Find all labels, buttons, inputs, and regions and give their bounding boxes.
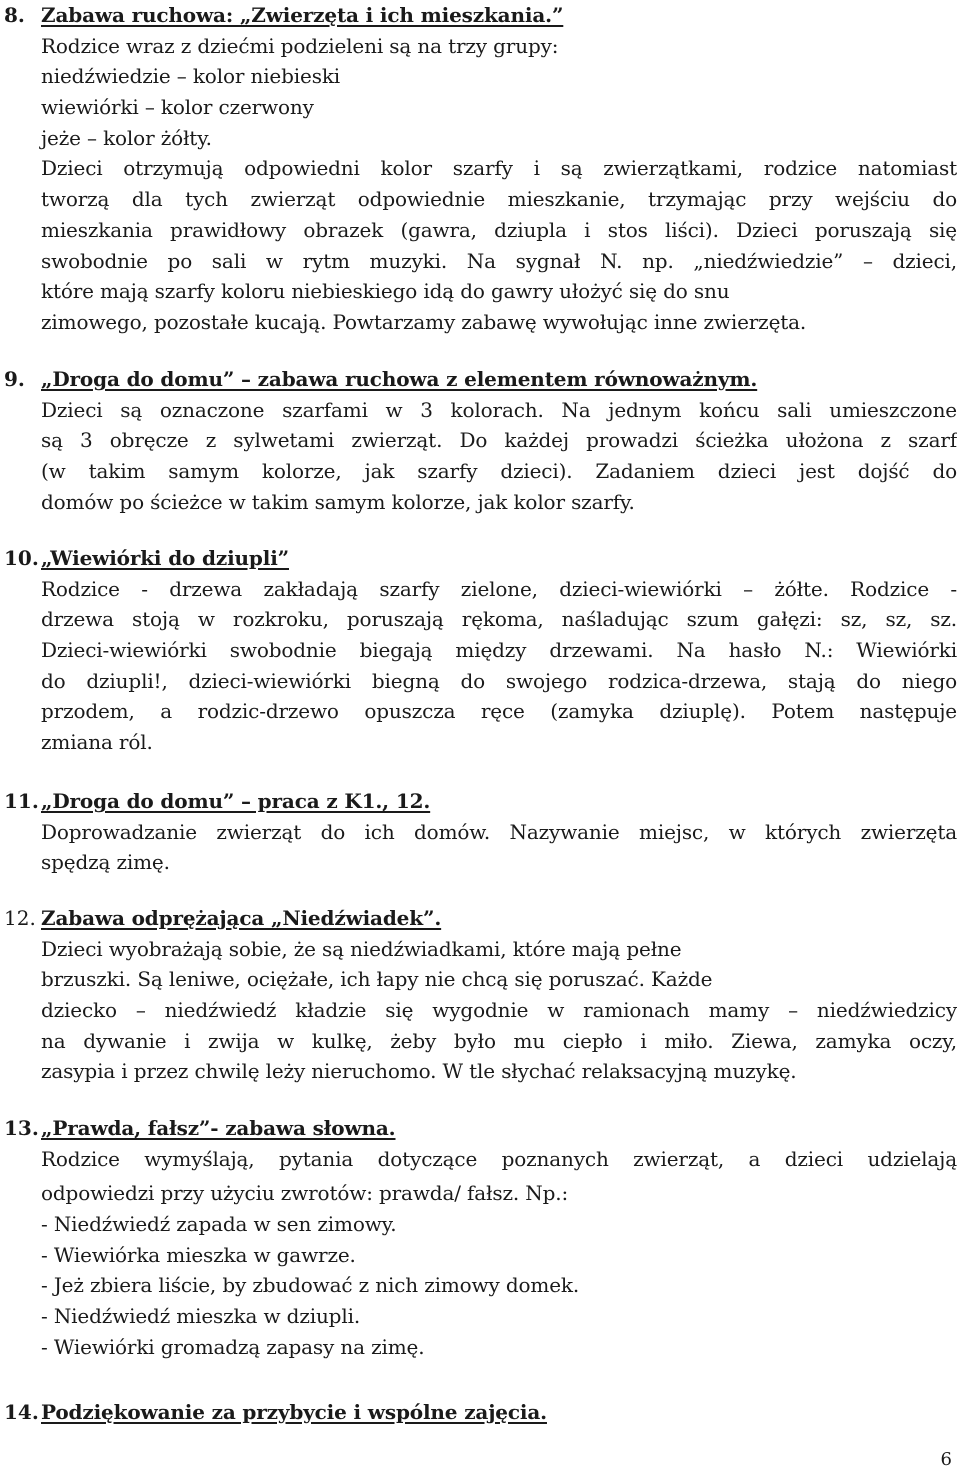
section-number: 10. [4, 546, 39, 570]
text-line: Rodzice wymyślają, pytania dotyczące poznanych zwierząt, a dzieci udzielają [41, 1146, 957, 1171]
text-line: (w takim samym kolorze, jak szarfy dzieci). Zadaniem dzieci jest dojść do [41, 459, 957, 484]
text-line: są 3 obręcze z sylwetami zwierząt. Do każdej prowadzi ścieżka ułożona z szarf [41, 428, 957, 453]
text-line: Rodzice wraz z dziećmi podzieleni są na trzy grupy: [41, 33, 559, 58]
section-number: 13. [4, 1116, 39, 1140]
text-line: brzuszki. Są leniwe, ociężałe, ich łapy nie chcą się poruszać. Każde [41, 967, 713, 992]
section-number: 8. [4, 3, 25, 27]
text-line: Dzieci są oznaczone szarfami w 3 kolorach. Na jednym końcu sali umieszczone [41, 397, 957, 422]
text-line: - Wiewiórka mieszka w gawrze. [41, 1242, 356, 1267]
section-number: 11. [4, 789, 39, 813]
text-line: mieszkania prawidłowy obrazek (gawra, dziupla i stos liści). Dzieci poruszają się [41, 217, 957, 242]
text-line: - Wiewiórki gromadzą zapasy na zimę. [41, 1334, 425, 1359]
section-title: Zabawa odprężająca „Niedźwiadek”. [41, 906, 442, 930]
section-title: Podziękowanie za przybycie i wspólne zajęcia. [41, 1400, 547, 1424]
text-line: na dywanie i zwija w kulkę, żeby było mu ciepło i miło. Ziewa, zamyka oczy, [41, 1028, 957, 1053]
text-line: zimowego, pozostałe kucają. Powtarzamy zabawę wywołując inne zwierzęta. [41, 309, 807, 334]
text-line: niedźwiedzie – kolor niebieski [41, 64, 341, 89]
section-title: „Wiewiórki do dziupli” [41, 546, 289, 570]
text-line: odpowiedzi przy użyciu zwrotów: prawda/ fałsz. Np.: [41, 1181, 569, 1206]
text-line: jeże – kolor żółty. [41, 125, 212, 150]
section-number: 12. [4, 906, 36, 930]
text-line: dziecko – niedźwiedź kładzie się wygodnie w ramionach mamy – niedźwiedzicy [41, 998, 957, 1023]
text-line: spędzą zimę. [41, 850, 170, 875]
text-line: zmiana ról. [41, 730, 153, 755]
text-line: swobodnie po sali w rytm muzyki. Na sygnał N. np. „niedźwiedzie” – dzieci, [41, 248, 957, 273]
text-line: - Niedźwiedź zapada w sen zimowy. [41, 1212, 397, 1237]
text-line: domów po ścieżce w takim samym kolorze, jak kolor szarfy. [41, 489, 635, 514]
text-line: tworzą dla tych zwierząt odpowiednie mieszkanie, trzymając przy wejściu do [41, 187, 957, 212]
section-title: „Droga do domu” – praca z K1., 12. [41, 789, 431, 813]
section-number: 9. [4, 367, 25, 391]
text-line: do dziupli!, dzieci-wiewiórki biegną do swojego rodzica-drzewa, stają do niego [41, 668, 957, 693]
section-number: 14. [4, 1400, 39, 1424]
text-line: które mają szarfy koloru niebieskiego idą do gawry ułożyć się do snu [41, 279, 730, 304]
text-line: - Niedźwiedź mieszka w dziupli. [41, 1304, 361, 1329]
text-line: Doprowadzanie zwierząt do ich domów. Nazywanie miejsc, w których zwierzęta [41, 819, 957, 844]
section-title: „Droga do domu” – zabawa ruchowa z elementem równoważnym. [41, 367, 758, 391]
section-title: „Prawda, fałsz”- zabawa słowna. [41, 1116, 396, 1140]
text-line: Dzieci otrzymują odpowiedni kolor szarfy i są zwierzątkami, rodzice natomiast [41, 156, 957, 181]
section-title: Zabawa ruchowa: „Zwierzęta i ich mieszkania.” [41, 3, 564, 27]
text-line: Dzieci-wiewiórki swobodnie biegają między drzewami. Na hasło N.: Wiewiórki [41, 638, 957, 663]
text-line: zasypia i przez chwilę leży nieruchomo. W tle słychać relaksacyjną muzykę. [41, 1059, 797, 1084]
text-line: przodem, a rodzic-drzewo opuszcza ręce (zamyka dziuplę). Potem następuje [41, 699, 957, 724]
text-line: Dzieci wyobrażają sobie, że są niedźwiadkami, które mają pełne [41, 936, 682, 961]
text-line: drzewa stoją w rozkroku, poruszają rękoma, naśladując szum gałęzi: sz, sz, sz. [41, 607, 957, 632]
text-line: wiewiórki – kolor czerwony [41, 95, 314, 120]
page-number: 6 [940, 1449, 952, 1470]
text-line: - Jeż zbiera liście, by zbudować z nich zimowy domek. [41, 1273, 580, 1298]
text-line: Rodzice - drzewa zakładają szarfy zielone, dzieci-wiewiórki – żółte. Rodzice - [41, 576, 957, 601]
